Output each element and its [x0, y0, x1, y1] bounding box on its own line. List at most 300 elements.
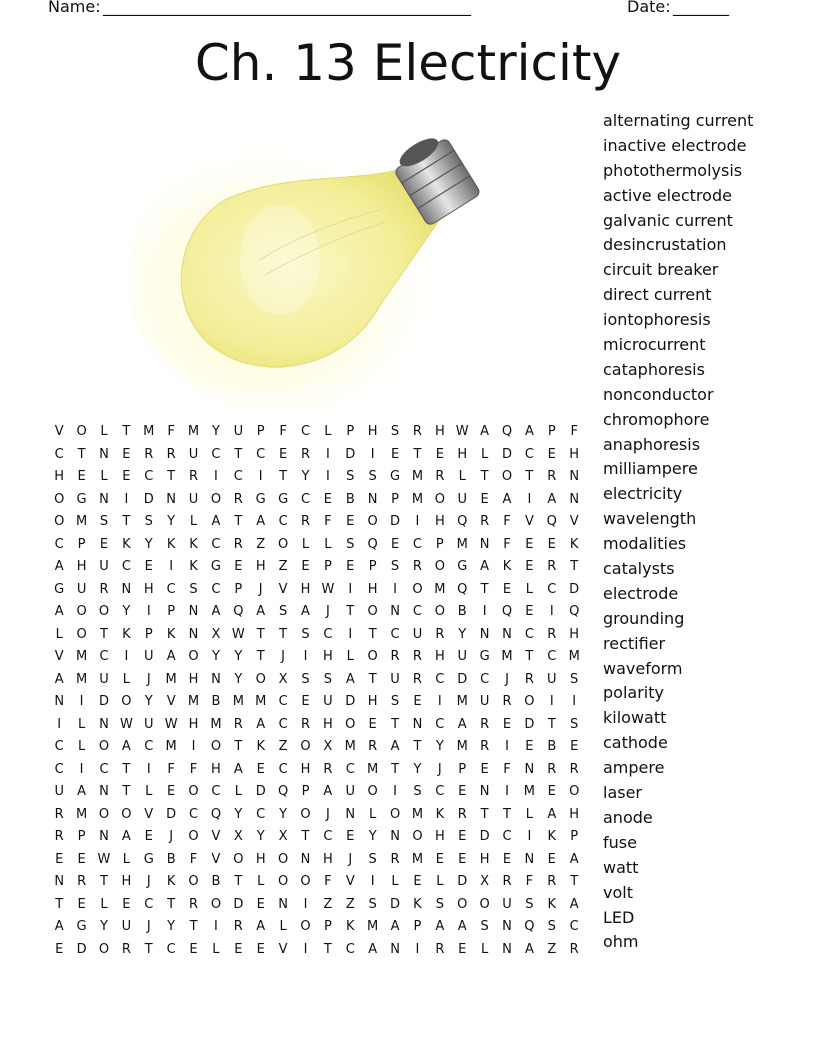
grid-letter[interactable]: H	[434, 514, 445, 529]
grid-letter[interactable]: I	[303, 896, 308, 912]
grid-letter[interactable]: R	[569, 941, 579, 957]
grid-letter[interactable]: N	[390, 941, 400, 957]
grid-letter[interactable]: Q	[546, 514, 557, 529]
grid-letter[interactable]: O	[76, 424, 87, 439]
grid-letter[interactable]: C	[323, 626, 333, 642]
grid-letter[interactable]: O	[188, 829, 199, 844]
grid-letter[interactable]: P	[368, 559, 377, 574]
grid-letter[interactable]: H	[367, 694, 378, 709]
grid-letter[interactable]: T	[503, 806, 511, 822]
grid-letter[interactable]: S	[413, 784, 422, 799]
grid-letter[interactable]: A	[166, 649, 176, 664]
grid-letter[interactable]: R	[480, 514, 490, 529]
grid-letter[interactable]: N	[188, 604, 199, 619]
grid-letter[interactable]: L	[458, 469, 466, 484]
grid-letter[interactable]: R	[547, 761, 557, 777]
grid-letter[interactable]: N	[99, 784, 109, 799]
grid-letter[interactable]: A	[569, 896, 579, 912]
grid-letter[interactable]: T	[77, 446, 86, 462]
grid-letter[interactable]: Y	[234, 671, 243, 687]
grid-letter[interactable]: O	[188, 784, 199, 799]
grid-letter[interactable]: H	[322, 851, 333, 867]
grid-letter[interactable]: O	[434, 604, 445, 619]
grid-letter[interactable]: M	[165, 739, 177, 754]
grid-letter[interactable]: A	[256, 514, 266, 529]
grid-letter[interactable]: O	[277, 851, 289, 867]
grid-letter[interactable]: M	[232, 694, 244, 709]
grid-letter[interactable]: H	[569, 626, 580, 642]
grid-letter[interactable]: C	[99, 649, 109, 664]
grid-letter[interactable]: R	[144, 446, 154, 462]
grid-letter[interactable]: O	[300, 874, 311, 889]
grid-letter[interactable]: E	[435, 851, 444, 867]
grid-letter[interactable]: P	[346, 424, 355, 439]
grid-letter[interactable]: X	[233, 829, 243, 844]
grid-letter[interactable]: D	[98, 694, 109, 709]
grid-letter[interactable]: O	[277, 874, 289, 889]
grid-letter[interactable]: O	[98, 806, 110, 822]
grid-letter[interactable]: C	[166, 941, 176, 957]
grid-letter[interactable]: L	[234, 784, 242, 799]
grid-letter[interactable]: J	[505, 671, 509, 687]
grid-letter[interactable]: R	[547, 626, 557, 642]
grid-letter[interactable]: P	[323, 919, 332, 934]
grid-letter[interactable]: R	[368, 739, 378, 754]
grid-letter[interactable]: L	[100, 896, 108, 912]
grid-letter[interactable]: T	[256, 649, 265, 664]
grid-letter[interactable]: X	[278, 829, 288, 844]
grid-letter[interactable]: I	[415, 941, 420, 957]
grid-letter[interactable]: G	[479, 649, 490, 664]
grid-letter[interactable]: A	[323, 784, 333, 799]
grid-letter[interactable]: C	[547, 649, 557, 664]
grid-letter[interactable]: K	[122, 536, 131, 552]
grid-letter[interactable]: S	[390, 694, 400, 709]
grid-letter[interactable]: T	[122, 784, 131, 799]
grid-letter[interactable]: I	[348, 626, 353, 642]
grid-letter[interactable]: N	[524, 761, 535, 777]
grid-letter[interactable]: E	[256, 941, 265, 957]
grid-letter[interactable]: F	[189, 761, 198, 777]
grid-letter[interactable]: I	[79, 761, 84, 777]
grid-letter[interactable]: P	[77, 536, 86, 552]
grid-letter[interactable]: A	[256, 716, 266, 732]
grid-letter[interactable]: M	[210, 716, 222, 732]
grid-letter[interactable]: Y	[301, 469, 310, 484]
grid-letter[interactable]: P	[391, 491, 399, 507]
grid-letter[interactable]: O	[121, 806, 132, 822]
grid-letter[interactable]: O	[367, 784, 378, 799]
grid-letter[interactable]: C	[99, 761, 109, 777]
grid-letter[interactable]: R	[547, 559, 557, 574]
grid-letter[interactable]: O	[210, 491, 222, 507]
grid-letter[interactable]: O	[98, 739, 110, 754]
grid-letter[interactable]: Y	[211, 649, 220, 664]
grid-letter[interactable]: T	[323, 941, 332, 957]
grid-letter[interactable]: D	[233, 896, 244, 912]
grid-letter[interactable]: H	[300, 581, 311, 597]
grid-letter[interactable]: I	[214, 469, 218, 484]
grid-letter[interactable]: L	[189, 514, 198, 529]
grid-letter[interactable]: V	[166, 694, 176, 709]
grid-letter[interactable]: F	[503, 761, 511, 777]
grid-letter[interactable]: R	[435, 469, 445, 484]
grid-letter[interactable]: T	[480, 806, 489, 822]
grid-letter[interactable]: G	[390, 469, 401, 484]
grid-letter[interactable]: E	[413, 874, 422, 889]
grid-letter[interactable]: K	[547, 896, 557, 912]
grid-letter[interactable]: T	[480, 581, 489, 597]
grid-letter[interactable]: W	[164, 716, 178, 732]
grid-letter[interactable]: O	[188, 649, 199, 664]
grid-letter[interactable]: P	[144, 626, 153, 642]
grid-letter[interactable]: N	[502, 919, 512, 934]
grid-letter[interactable]: V	[54, 649, 64, 664]
grid-letter[interactable]: S	[323, 671, 333, 687]
grid-letter[interactable]: M	[367, 919, 379, 934]
grid-letter[interactable]: C	[278, 716, 288, 732]
grid-letter[interactable]: Z	[256, 536, 266, 552]
grid-letter[interactable]: N	[99, 446, 109, 462]
grid-letter[interactable]: E	[77, 469, 86, 484]
grid-letter[interactable]: M	[187, 694, 200, 709]
grid-letter[interactable]: I	[124, 649, 129, 664]
grid-letter[interactable]: H	[211, 761, 221, 777]
grid-letter[interactable]: C	[502, 829, 512, 844]
grid-letter[interactable]: H	[479, 851, 490, 867]
grid-letter[interactable]: I	[146, 604, 151, 619]
grid-letter[interactable]: A	[345, 671, 355, 687]
grid-letter[interactable]: L	[480, 446, 489, 462]
grid-letter[interactable]: M	[411, 806, 424, 822]
grid-letter[interactable]: N	[188, 626, 199, 642]
grid-letter[interactable]: K	[413, 896, 422, 912]
grid-letter[interactable]: S	[346, 536, 355, 552]
grid-letter[interactable]: N	[502, 626, 512, 642]
grid-letter[interactable]: K	[166, 874, 176, 889]
grid-letter[interactable]: P	[301, 784, 310, 799]
grid-letter[interactable]: M	[75, 649, 88, 664]
grid-letter[interactable]: T	[122, 424, 131, 439]
grid-letter[interactable]: K	[166, 626, 176, 642]
grid-letter[interactable]: C	[547, 581, 557, 597]
grid-letter[interactable]: R	[300, 716, 311, 732]
grid-letter[interactable]: H	[322, 649, 333, 664]
grid-letter[interactable]: R	[300, 446, 311, 462]
grid-letter[interactable]: N	[479, 536, 490, 552]
grid-letter[interactable]: V	[569, 514, 579, 529]
grid-letter[interactable]: N	[166, 491, 177, 507]
grid-letter[interactable]: E	[547, 536, 556, 552]
grid-letter[interactable]: I	[325, 446, 330, 462]
grid-letter[interactable]: Y	[144, 694, 153, 709]
grid-letter[interactable]: B	[345, 491, 355, 507]
grid-letter[interactable]: V	[211, 829, 221, 844]
grid-letter[interactable]: C	[278, 694, 288, 709]
grid-letter[interactable]: C	[144, 896, 154, 912]
grid-letter[interactable]: P	[458, 761, 467, 777]
grid-letter[interactable]: E	[301, 559, 310, 574]
grid-letter[interactable]: B	[457, 604, 467, 619]
grid-letter[interactable]: R	[300, 514, 311, 529]
grid-letter[interactable]: N	[569, 469, 580, 484]
grid-letter[interactable]: U	[233, 424, 244, 439]
grid-letter[interactable]: M	[456, 739, 468, 754]
grid-letter[interactable]: A	[547, 491, 557, 507]
grid-letter[interactable]: K	[166, 536, 176, 552]
grid-letter[interactable]: Q	[569, 604, 580, 619]
grid-letter[interactable]: E	[144, 559, 153, 574]
grid-letter[interactable]: S	[189, 581, 198, 597]
grid-letter[interactable]: T	[547, 716, 556, 732]
grid-letter[interactable]: W	[321, 581, 335, 597]
grid-letter[interactable]: E	[234, 941, 243, 957]
grid-letter[interactable]: T	[480, 469, 489, 484]
grid-letter[interactable]: I	[393, 581, 397, 597]
grid-letter[interactable]: P	[413, 919, 422, 934]
grid-letter[interactable]: V	[278, 941, 288, 957]
grid-letter[interactable]: I	[415, 514, 420, 529]
grid-letter[interactable]: E	[55, 851, 64, 867]
grid-letter[interactable]: T	[234, 514, 243, 529]
grid-letter[interactable]: P	[256, 424, 265, 439]
grid-letter[interactable]: U	[188, 491, 199, 507]
grid-letter[interactable]: L	[100, 469, 108, 484]
grid-letter[interactable]: E	[435, 446, 444, 462]
grid-letter[interactable]: Y	[256, 829, 265, 844]
grid-letter[interactable]: W	[231, 626, 245, 642]
grid-letter[interactable]: M	[411, 469, 424, 484]
grid-letter[interactable]: C	[233, 469, 243, 484]
grid-letter[interactable]: X	[278, 671, 288, 687]
grid-letter[interactable]: R	[54, 829, 64, 844]
grid-letter[interactable]: E	[480, 761, 489, 777]
grid-letter[interactable]: H	[121, 874, 132, 889]
grid-letter[interactable]: N	[479, 626, 490, 642]
grid-letter[interactable]: N	[345, 806, 356, 822]
grid-letter[interactable]: E	[413, 694, 422, 709]
grid-letter[interactable]: I	[303, 941, 308, 957]
grid-letter[interactable]: T	[234, 739, 243, 754]
grid-letter[interactable]: E	[390, 446, 400, 462]
grid-letter[interactable]: K	[502, 559, 512, 574]
grid-letter[interactable]: Y	[100, 919, 108, 934]
date-field-line[interactable]: _______	[673, 0, 729, 16]
grid-letter[interactable]: O	[367, 514, 378, 529]
grid-letter[interactable]: T	[525, 469, 534, 484]
grid-letter[interactable]: O	[255, 671, 266, 687]
grid-letter[interactable]: H	[434, 649, 445, 664]
grid-letter[interactable]: M	[568, 649, 580, 664]
grid-letter[interactable]: J	[325, 806, 330, 822]
grid-letter[interactable]: S	[368, 896, 377, 912]
grid-letter[interactable]: R	[233, 716, 243, 732]
grid-letter[interactable]: J	[146, 671, 151, 687]
grid-letter[interactable]: F	[503, 536, 511, 552]
grid-letter[interactable]: H	[255, 851, 266, 867]
grid-letter[interactable]: I	[437, 694, 442, 709]
grid-letter[interactable]: B	[211, 694, 221, 709]
grid-letter[interactable]: M	[75, 671, 88, 687]
grid-letter[interactable]: Q	[367, 536, 378, 552]
grid-letter[interactable]: N	[54, 694, 65, 709]
grid-letter[interactable]: O	[98, 941, 110, 957]
grid-letter[interactable]: U	[502, 896, 512, 912]
grid-letter[interactable]: G	[255, 491, 266, 507]
grid-letter[interactable]: X	[480, 874, 490, 889]
grid-letter[interactable]: S	[570, 671, 579, 687]
grid-letter[interactable]: E	[122, 446, 131, 462]
grid-letter[interactable]: N	[412, 716, 423, 732]
grid-letter[interactable]: X	[323, 739, 333, 754]
grid-letter[interactable]: E	[458, 851, 467, 867]
grid-letter[interactable]: Y	[167, 514, 176, 529]
grid-letter[interactable]: Y	[435, 739, 444, 754]
grid-letter[interactable]: E	[189, 941, 198, 957]
grid-letter[interactable]: K	[256, 739, 265, 754]
grid-letter[interactable]: O	[277, 536, 289, 552]
grid-letter[interactable]: N	[99, 491, 109, 507]
grid-letter[interactable]: Y	[211, 424, 220, 439]
grid-letter[interactable]: M	[456, 694, 468, 709]
grid-letter[interactable]: L	[480, 941, 489, 957]
grid-letter[interactable]: O	[76, 626, 87, 642]
grid-letter[interactable]: A	[390, 739, 400, 754]
grid-letter[interactable]: M	[367, 761, 379, 777]
grid-letter[interactable]: D	[390, 896, 401, 912]
grid-letter[interactable]: E	[547, 784, 556, 799]
grid-letter[interactable]: A	[256, 604, 266, 619]
grid-letter[interactable]: S	[435, 896, 444, 912]
grid-letter[interactable]: R	[233, 491, 243, 507]
grid-letter[interactable]: C	[300, 491, 311, 507]
grid-letter[interactable]: V	[211, 851, 221, 867]
grid-letter[interactable]: I	[191, 739, 196, 754]
grid-letter[interactable]: U	[144, 649, 154, 664]
grid-letter[interactable]: L	[55, 626, 63, 642]
grid-letter[interactable]: I	[214, 919, 218, 934]
grid-letter[interactable]: E	[346, 559, 355, 574]
grid-letter[interactable]: L	[77, 739, 86, 754]
grid-letter[interactable]: H	[367, 581, 378, 597]
grid-letter[interactable]: N	[367, 491, 378, 507]
grid-letter[interactable]: P	[167, 604, 176, 619]
grid-letter[interactable]: V	[278, 581, 288, 597]
grid-letter[interactable]: H	[434, 829, 445, 844]
grid-letter[interactable]: S	[144, 514, 153, 529]
grid-letter[interactable]: S	[390, 559, 400, 574]
grid-letter[interactable]: L	[301, 536, 310, 552]
grid-letter[interactable]: R	[480, 716, 490, 732]
grid-letter[interactable]: I	[79, 694, 84, 709]
grid-letter[interactable]: E	[256, 896, 265, 912]
grid-letter[interactable]: D	[143, 491, 154, 507]
grid-letter[interactable]: T	[391, 716, 400, 732]
grid-letter[interactable]: U	[99, 559, 109, 574]
grid-letter[interactable]: O	[412, 581, 423, 597]
grid-letter[interactable]: N	[479, 784, 490, 799]
grid-letter[interactable]: K	[122, 626, 131, 642]
grid-letter[interactable]: T	[122, 761, 131, 777]
grid-letter[interactable]: S	[390, 424, 400, 439]
grid-letter[interactable]: T	[525, 649, 534, 664]
grid-letter[interactable]: E	[547, 851, 556, 867]
grid-letter[interactable]: A	[569, 851, 579, 867]
grid-letter[interactable]: C	[278, 514, 288, 529]
grid-letter[interactable]: E	[368, 716, 377, 732]
grid-letter[interactable]: I	[124, 491, 129, 507]
grid-letter[interactable]: T	[234, 874, 243, 889]
grid-letter[interactable]: A	[502, 491, 512, 507]
grid-letter[interactable]: Q	[233, 604, 244, 619]
grid-letter[interactable]: J	[258, 581, 263, 597]
name-field-line[interactable]: ______________________________________________	[103, 0, 471, 16]
grid-letter[interactable]: P	[234, 581, 243, 597]
grid-letter[interactable]: E	[55, 941, 64, 957]
grid-letter[interactable]: R	[480, 739, 490, 754]
grid-letter[interactable]: E	[256, 761, 265, 777]
grid-letter[interactable]: A	[457, 716, 467, 732]
grid-letter[interactable]: N	[99, 716, 109, 732]
grid-letter[interactable]: E	[458, 829, 467, 844]
grid-letter[interactable]: H	[569, 806, 580, 822]
grid-letter[interactable]: O	[54, 514, 65, 529]
grid-letter[interactable]: I	[146, 761, 151, 777]
grid-letter[interactable]: Y	[122, 604, 131, 619]
grid-letter[interactable]: T	[234, 446, 243, 462]
grid-letter[interactable]: A	[54, 671, 64, 687]
grid-letter[interactable]: C	[144, 739, 154, 754]
grid-letter[interactable]: D	[457, 874, 468, 889]
grid-letter[interactable]: X	[211, 626, 221, 642]
grid-letter[interactable]: O	[300, 739, 311, 754]
grid-letter[interactable]: I	[572, 694, 577, 709]
grid-letter[interactable]: T	[368, 671, 377, 687]
grid-letter[interactable]: C	[524, 446, 534, 462]
grid-letter[interactable]: O	[188, 874, 199, 889]
grid-letter[interactable]: G	[143, 851, 154, 867]
grid-letter[interactable]: M	[165, 671, 177, 687]
grid-letter[interactable]: R	[54, 806, 64, 822]
grid-letter[interactable]: V	[54, 424, 64, 439]
grid-letter[interactable]: I	[57, 716, 62, 732]
grid-letter[interactable]: E	[502, 716, 512, 732]
grid-letter[interactable]: D	[502, 446, 513, 462]
grid-letter[interactable]: P	[435, 536, 444, 552]
grid-letter[interactable]: H	[322, 716, 333, 732]
grid-letter[interactable]: R	[547, 469, 557, 484]
grid-letter[interactable]: O	[210, 739, 222, 754]
grid-letter[interactable]: O	[367, 604, 378, 619]
grid-letter[interactable]: Q	[501, 604, 513, 619]
grid-letter[interactable]: L	[436, 874, 444, 889]
grid-letter[interactable]: T	[301, 829, 310, 844]
grid-letter[interactable]: C	[435, 671, 445, 687]
grid-letter[interactable]: H	[300, 761, 311, 777]
grid-letter[interactable]: M	[456, 536, 468, 552]
grid-letter[interactable]: O	[434, 559, 445, 574]
grid-letter[interactable]: U	[121, 919, 132, 934]
grid-letter[interactable]: J	[437, 761, 442, 777]
grid-letter[interactable]: Y	[167, 919, 176, 934]
grid-letter[interactable]: R	[121, 941, 131, 957]
grid-letter[interactable]: M	[75, 514, 88, 529]
grid-letter[interactable]: R	[189, 469, 199, 484]
grid-letter[interactable]: E	[525, 604, 534, 619]
grid-letter[interactable]: F	[279, 424, 287, 439]
grid-letter[interactable]: E	[390, 536, 400, 552]
grid-letter[interactable]: E	[547, 446, 556, 462]
